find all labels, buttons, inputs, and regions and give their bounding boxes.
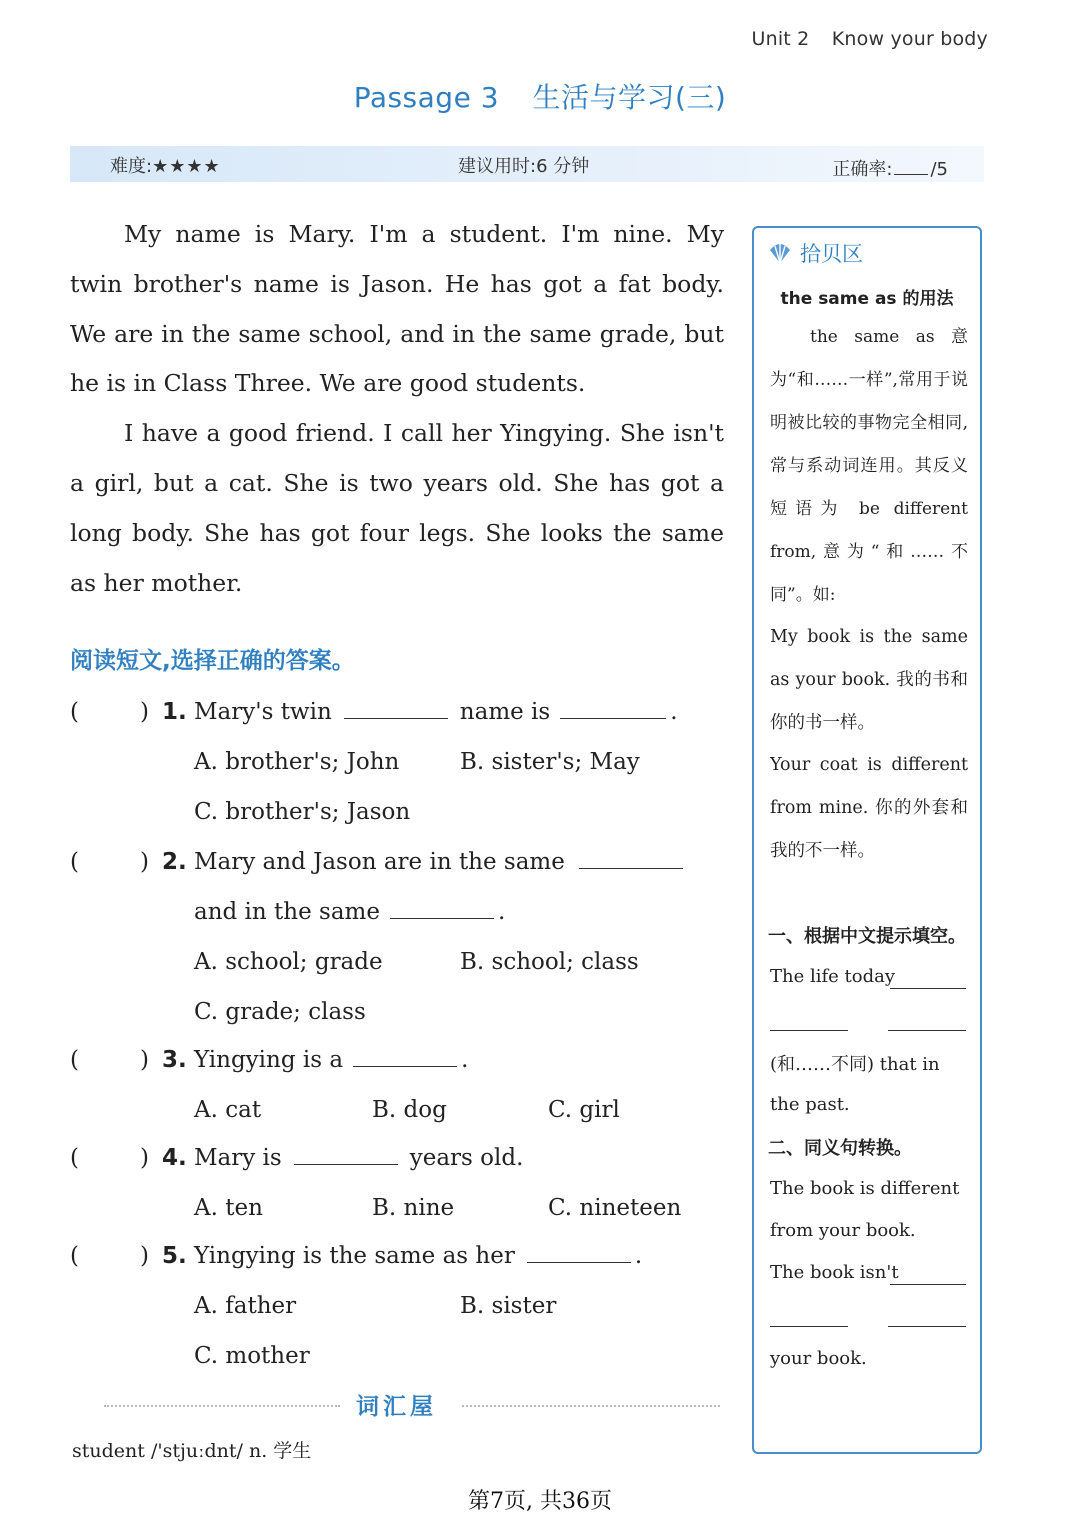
answer-blank[interactable] [353,1044,457,1067]
explanation-text: the same as 意为“和……一样”,常用于说明被比较的事物完全相同,常与系动词连用。其反义短语为 be different from,意为“和……不同”。如: [770,327,968,605]
stem-text: . [497,899,506,925]
option-c[interactable]: C. girl [548,1097,620,1123]
stem-text: Mary and Jason are in the same [194,849,565,875]
exercise-1-line-1: The life today [770,966,896,987]
question-number: 3. [162,1047,187,1073]
exercise-2-line-5: your book. [770,1348,867,1369]
vocab-divider-left [104,1405,340,1407]
exercise-2-title: 二、同义句转换。 [768,1138,912,1159]
option-b[interactable]: B. sister's; May [460,749,640,775]
answer-paren-close: ) [140,849,149,875]
answer-paren-open[interactable]: ( [70,849,79,875]
answer-paren-open[interactable]: ( [70,699,79,725]
question-number: 5. [162,1243,187,1269]
question-stem [194,1036,468,1086]
question-stem [194,1134,523,1184]
stem-text: . [461,1047,469,1073]
passage-subtitle: 生活与学习(三) [532,81,727,114]
accuracy-label: 正确率: [832,159,893,180]
question-number: 4. [162,1145,187,1171]
answer-paren-open[interactable]: ( [70,1047,79,1073]
answer-blank[interactable] [560,696,666,719]
unit-label: Unit 2 [751,28,810,50]
option-a[interactable]: A. school; grade [194,949,383,975]
unit-header [735,28,988,50]
question-stem [194,688,678,738]
sidebar-example-2 [770,744,968,873]
question-stem [194,838,683,888]
sidebar-explanation [770,316,968,617]
answer-paren-open[interactable]: ( [70,1243,79,1269]
vocab-entry: student /'stjuːdnt/ n. 学生 [72,1440,312,1462]
option-c[interactable]: C. grade; class [194,999,366,1025]
option-a[interactable]: A. cat [194,1097,262,1123]
stem-text: Yingying is the same as her [194,1243,515,1269]
stem-text: . [634,1243,643,1269]
answer-paren-close: ) [140,699,149,725]
unit-topic: Know your body [831,28,988,50]
questions-heading: 阅读短文,选择正确的答案。 [70,648,355,674]
exercise-1-blank-3[interactable] [888,1030,966,1031]
exercise-1-line-3: (和……不同) that in [770,1054,940,1075]
answer-paren-close: ) [140,1145,149,1171]
passage-paragraph-1: My name is Mary. I'm a student. I'm nine. My twin brother's name is Jason. He has got a fat body. We are in the same school, and in the same grade, but he is in Class Three. We are good students. [70,220,724,398]
stem-text: Yingying is a [194,1047,344,1073]
question-number: 2. [162,849,187,875]
option-a[interactable]: A. brother's; John [194,749,400,775]
sidebar-heading-text: 拾贝区 [800,242,863,266]
question-stem [194,1232,642,1282]
exercise-1-line-4: the past. [770,1094,850,1115]
answer-paren-close: ) [140,1047,149,1073]
exercise-2-blank-3[interactable] [888,1326,966,1327]
example-text: My book is the same as your book. 我的书和你的书一样。 [770,627,968,733]
example-text: Your coat is different from mine. 你的外套和我的不一样。 [770,755,968,861]
answer-paren-close: ) [140,1243,149,1269]
exercise-2-line-2: from your book. [770,1220,916,1241]
option-c[interactable]: C. brother's; Jason [194,799,411,825]
page-footer: 第7页, 共36页 [468,1489,612,1514]
stem-text: . [670,699,678,725]
exercise-1-blank-2[interactable] [770,1030,848,1031]
option-b[interactable]: B. nine [372,1195,455,1221]
vocab-divider-right [462,1405,720,1407]
answer-blank[interactable] [294,1142,398,1165]
exercise-2-line-3: The book isn't [770,1262,899,1283]
question-number: 1. [162,699,187,725]
option-a[interactable]: A. ten [194,1195,263,1221]
sidebar-heading [768,238,863,268]
accuracy-blank[interactable] [894,152,928,175]
option-c[interactable]: C. mother [194,1343,310,1369]
answer-blank[interactable] [344,696,448,719]
exercise-2-blank-1[interactable] [890,1284,966,1285]
stem-text: years old. [409,1145,524,1171]
page-title [0,76,1080,116]
exercise-2-blank-2[interactable] [770,1326,848,1327]
question-stem-line-2 [194,888,505,938]
shell-icon [768,242,792,264]
difficulty-label: 难度: [110,156,153,177]
info-bar [70,146,984,182]
exercise-2-line-1: The book is different [770,1178,960,1199]
accuracy-total: /5 [930,159,948,180]
stem-text: name is [459,699,551,725]
option-c[interactable]: C. nineteen [548,1195,682,1221]
option-a[interactable]: A. father [194,1293,297,1319]
stem-text: and in the same [194,899,380,925]
passage-number: Passage 3 [353,81,500,114]
answer-blank[interactable] [527,1240,631,1263]
tips-sidebar [752,226,982,1454]
sidebar-example-1 [770,616,968,745]
reading-passage [70,210,724,608]
difficulty-stars: ★★★★ [152,156,221,177]
option-b[interactable]: B. dog [372,1097,447,1123]
stem-text: Mary's twin [194,699,332,725]
answer-blank[interactable] [390,896,494,919]
passage-paragraph-2: I have a good friend. I call her Yingying. She isn't a girl, but a cat. She is two years old. She has got a long body. She has got four legs. She looks the same as her mother. [70,419,724,597]
sidebar-subheading: the same as 的用法 [780,289,954,309]
suggested-time: 建议用时:6 分钟 [458,156,590,177]
accuracy [832,152,948,181]
option-b[interactable]: B. sister [460,1293,557,1319]
difficulty [110,152,221,178]
answer-blank[interactable] [579,846,683,869]
answer-paren-open[interactable]: ( [70,1145,79,1171]
option-b[interactable]: B. school; class [460,949,639,975]
stem-text: Mary is [194,1145,282,1171]
exercise-1-blank-1[interactable] [890,988,966,989]
exercise-1-title: 一、根据中文提示填空。 [768,926,966,947]
vocab-title: 词汇屋 [356,1394,437,1420]
